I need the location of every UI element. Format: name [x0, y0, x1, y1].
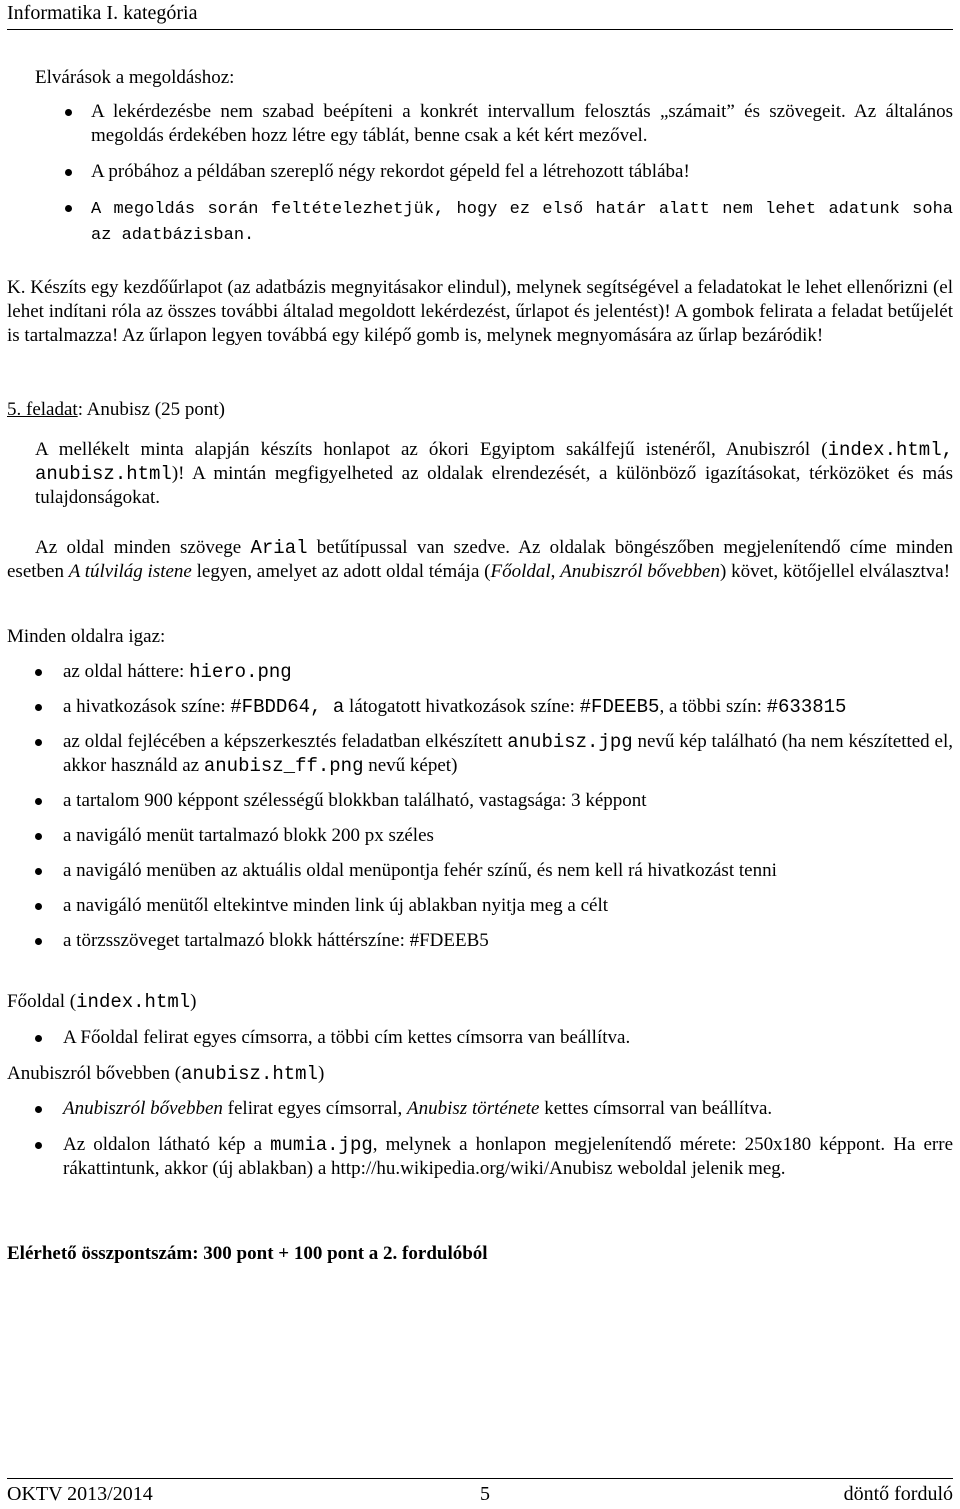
header-title: Informatika I. kategória	[7, 2, 198, 24]
list-item: A megoldás során feltételezhetjük, hogy ez első határ alatt nem lehet adatunk soha az adatbázisban.	[35, 196, 953, 248]
list-item: a hivatkozások színe: #FBDD64, a látogatott hivatkozások színe: #FDEEB5, a többi szín: #633815	[7, 695, 953, 719]
list-item: A Főoldal felirat egyes címsorra, a többi cím kettes címsorra van beállítva.	[7, 1026, 953, 1050]
expectations-title: Elvárások a megoldáshoz:	[35, 67, 235, 88]
all-pages-heading: Minden oldalra igaz:	[7, 626, 166, 647]
list-item: a navigáló menüt tartalmazó blokk 200 px széles	[7, 824, 953, 848]
k-paragraph: K. Készíts egy kezdőűrlapot (az adatbázis megnyitásakor elindul), melynek segítségével a feladatokat le lehet ellenőrizni (el lehet indítani róla az összes további általad megoldott lekérdezést, űrlapot és jelentést)! A gombok felirata a feladat betűjelét is tartalmazza! Az űrlapon legyen továbbá egy kilépő gomb is, melynek megnyomására az űrlap bezáródik!	[7, 277, 953, 346]
footer-left: OKTV 2013/2014	[7, 1483, 153, 1505]
list-item: a tartalom 900 képpont szélességű blokkban található, vastagsága: 3 képpont	[7, 789, 953, 813]
list-item: Az oldalon látható kép a mumia.jpg, melynek a honlapon megjelenítendő mérete: 250x180 képpont. Ha erre rákattintunk, akkor (új ablakban) a http://hu.wikipedia.org/wiki/Anubisz weboldal jelenik meg.	[7, 1133, 953, 1181]
total-points: Elérhető összpontszám: 300 pont + 100 pont a 2. fordulóból	[7, 1243, 488, 1264]
task5-intro: A mellékelt minta alapján készíts honlapot az ókori Egyiptom sakálfejű istenéről, Anubiszról (index.html, anubisz.html)! A mintán megfigyelheted az oldalak elrendezését, a különböző igazításokat, térközöket és más tulajdonságokat.	[35, 439, 953, 508]
rules-list	[7, 660, 953, 953]
task5-heading: 5. feladat: Anubisz (25 pont)	[7, 399, 225, 420]
anubis-page-list	[7, 1097, 953, 1181]
task5-font-paragraph: Az oldal minden szövege Arial betűtípussal van szedve. Az oldalak böngészőben megjelenítendő címe minden esetben A túlvilág istene legyen, amelyet az adott oldal témája (Főoldal, Anubiszról bővebben) követ, kötőjellel elválasztva!	[7, 537, 953, 582]
page-number: 5	[480, 1483, 490, 1505]
task5-label: 5. feladat	[7, 399, 78, 420]
expectations-list	[35, 100, 953, 248]
list-item: az oldal háttere: hiero.png	[7, 660, 953, 684]
list-item: A lekérdezésbe nem szabad beépíteni a konkrét intervallum felosztás „számait” és szövegeit. Az általános megoldás érdekében hozz létre egy táblát, benne csak a két kért mezővel.	[35, 100, 953, 148]
anubis-page-heading: Anubiszról bővebben (anubisz.html)	[7, 1063, 325, 1085]
list-item: A próbához a példában szereplő négy rekordot gépeld fel a létrehozott táblába!	[35, 160, 953, 184]
main-page-heading: Főoldal (index.html)	[7, 991, 197, 1013]
main-page-list	[7, 1026, 953, 1050]
list-item: az oldal fejlécében a képszerkesztés feladatban elkészített anubisz.jpg nevű kép található (ha nem készítetted el, akkor használd az anubisz_ff.png nevű képet)	[7, 730, 953, 778]
list-item: Anubiszról bővebben felirat egyes címsorral, Anubisz története kettes címsorral van beállítva.	[7, 1097, 953, 1121]
list-item: a navigáló menüben az aktuális oldal menüpontja fehér színű, és nem kell rá hivatkozást tenni	[7, 859, 953, 883]
page-footer	[7, 1478, 953, 1509]
page-header	[7, 0, 953, 30]
list-item: a törzsszöveget tartalmazó blokk háttérszíne: #FDEEB5	[7, 929, 953, 953]
list-item: a navigáló menütől eltekintve minden link új ablakban nyitja meg a célt	[7, 894, 953, 918]
footer-right: döntő forduló	[843, 1483, 953, 1505]
